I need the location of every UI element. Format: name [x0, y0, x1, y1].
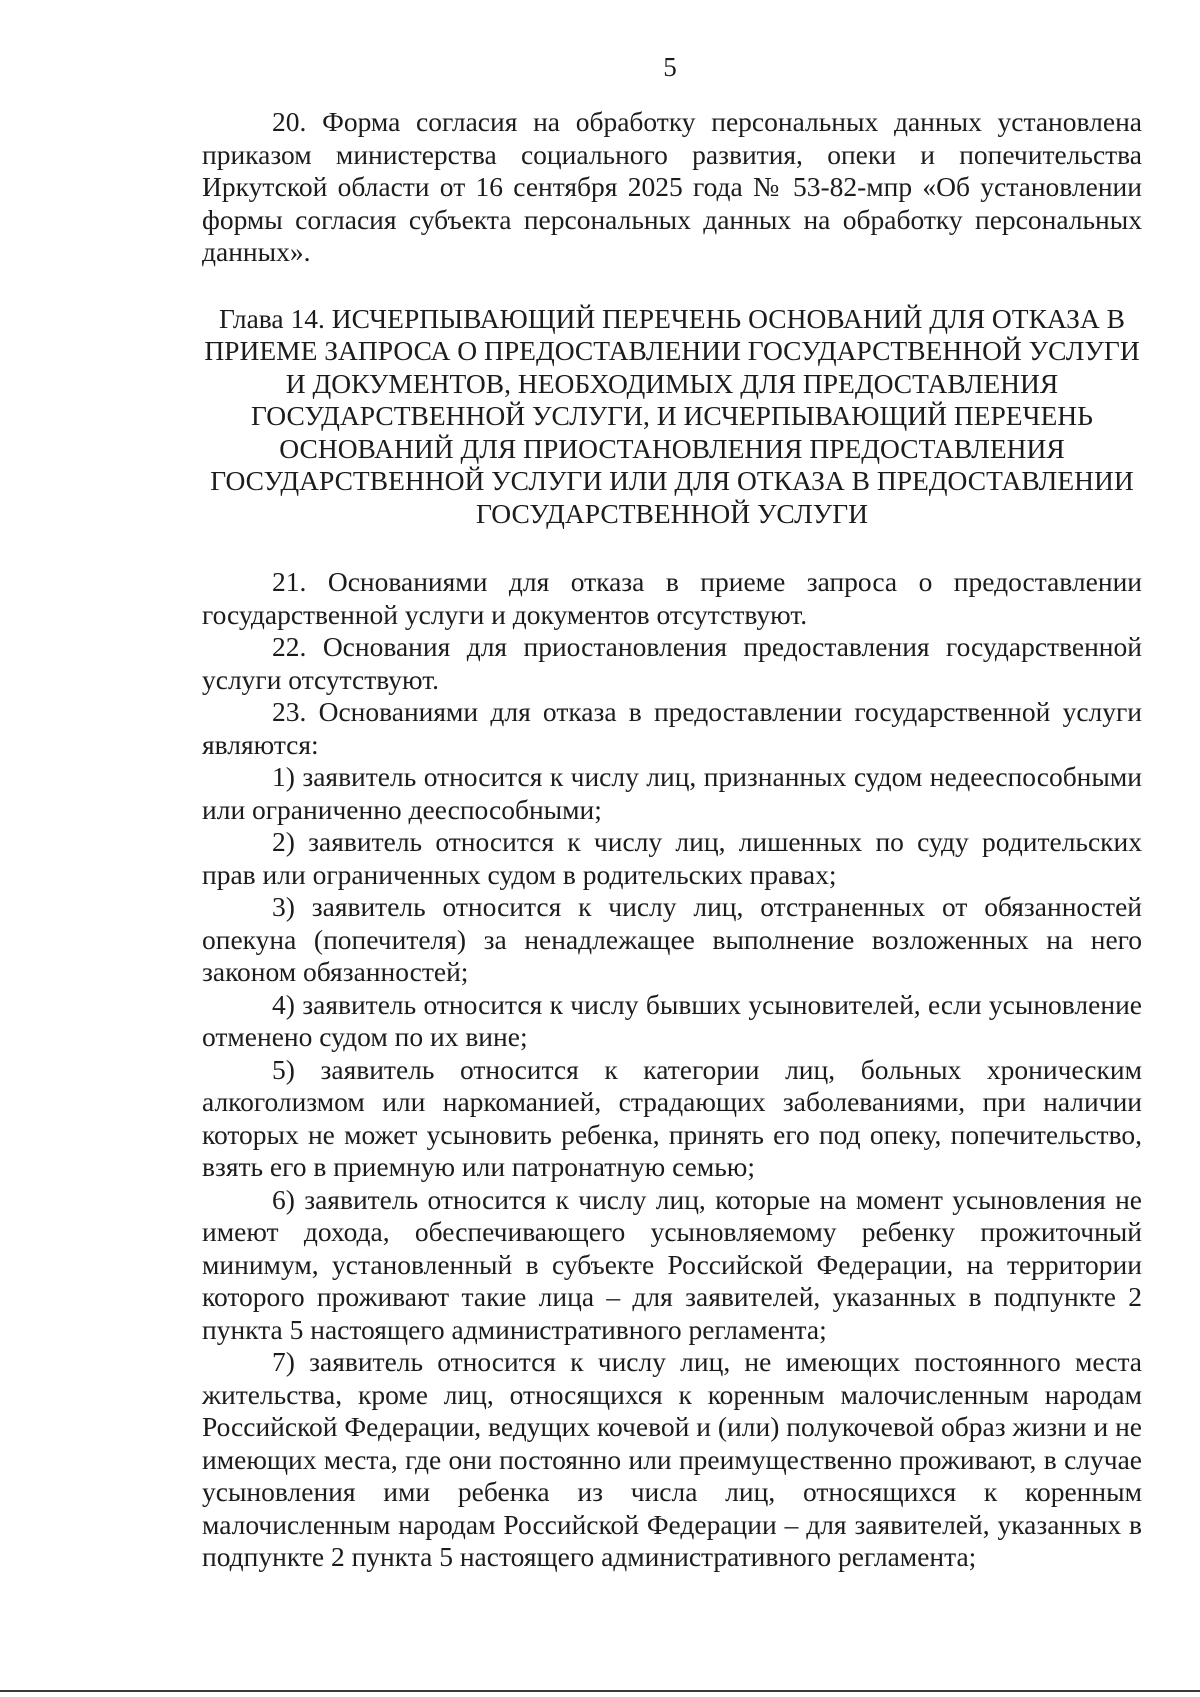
page-bottom-edge — [0, 1690, 1200, 1692]
chapter-14-heading: Глава 14. ИСЧЕРПЫВАЮЩИЙ ПЕРЕЧЕНЬ ОСНОВАНИЙ ДЛЯ ОТКАЗА В ПРИЕМЕ ЗАПРОСА О ПРЕДОСТАВЛЕНИИ ГОСУДАРСТВЕННОЙ УСЛУГИ И ДОКУМЕНТОВ, НЕОБХОДИМЫХ ДЛЯ ПРЕДОСТАВЛЕНИЯ ГОСУДАРСТВЕННОЙ УСЛУГИ, И ИСЧЕРПЫВАЮЩИЙ ПЕРЕЧЕНЬ ОСНОВАНИЙ ДЛЯ ПРИОСТАНОВЛЕНИЯ ПРЕДОСТАВЛЕНИЯ ГОСУДАРСТВЕННОЙ УСЛУГИ ИЛИ ДЛЯ ОТКАЗА В ПРЕДОСТАВЛЕНИИ ГОСУДАРСТВЕННОЙ УСЛУГИ — [204, 302, 1140, 529]
list-item-2: 2) заявитель относится к числу лиц, лишенных по суду родительских прав или ограниченных судом в родительских правах; — [202, 826, 1142, 890]
list-item-4: 4) заявитель относится к числу бывших усыновителей, если усыновление отменено судом по их вине; — [202, 988, 1142, 1052]
list-item-6: 6) заявитель относится к числу лиц, которые на момент усыновления не имеют дохода, обеспечивающего усыновляемому ребенку прожиточный минимум, установленный в субъекте Российской Федерации, на территории которого проживают такие лица – для заявителей, указанных в подпункте 2 пункта 5 настоящего административного регламента; — [202, 1183, 1142, 1345]
list-item-1: 1) заявитель относится к числу лиц, признанных судом недееспособными или ограниченно дееспособными; — [202, 761, 1142, 825]
document-body — [202, 106, 1142, 1574]
paragraph-23: 23. Основаниями для отказа в предоставлении государственной услуги являются: — [202, 696, 1142, 760]
page-number: 5 — [663, 52, 677, 82]
list-item-5: 5) заявитель относится к категории лиц, больных хроническим алкоголизмом или наркоманией, страдающих заболеваниями, при наличии которых не может усыновить ребенка, принять его под опеку, попечительство, взять его в приемную или патронатную семью; — [202, 1053, 1142, 1182]
paragraph-21: 21. Основаниями для отказа в приеме запроса о предоставлении государственной услуги и документов отсутствуют. — [202, 566, 1142, 630]
paragraph-20: 20. Форма согласия на обработку персональных данных установлена приказом министерства социального развития, опеки и попечительства Иркутской области от 16 сентября 2025 года № 53-82-мпр «Об установлении формы согласия субъекта персональных данных на обработку персональных данных». — [202, 106, 1142, 267]
list-item-7: 7) заявитель относится к числу лиц, не имеющих постоянного места жительства, кроме лиц, относящихся к коренным малочисленным народам Российской Федерации, ведущих кочевой и (или) полукочевой образ жизни и не имеющих места, где они постоянно или преимущественно проживают, в случае усыновления ими ребенка из числа лиц, относящихся к коренным малочисленным народам Российской Федерации – для заявителей, указанных в подпункте 2 пункта 5 настоящего административного регламента; — [202, 1346, 1142, 1572]
list-item-3: 3) заявитель относится к числу лиц, отстраненных от обязанностей опекуна (попечителя) за ненадлежащее выполнение возложенных на него законом обязанностей; — [202, 891, 1142, 987]
paragraph-22: 22. Основания для приостановления предоставления государственной услуги отсутствуют. — [202, 631, 1142, 695]
